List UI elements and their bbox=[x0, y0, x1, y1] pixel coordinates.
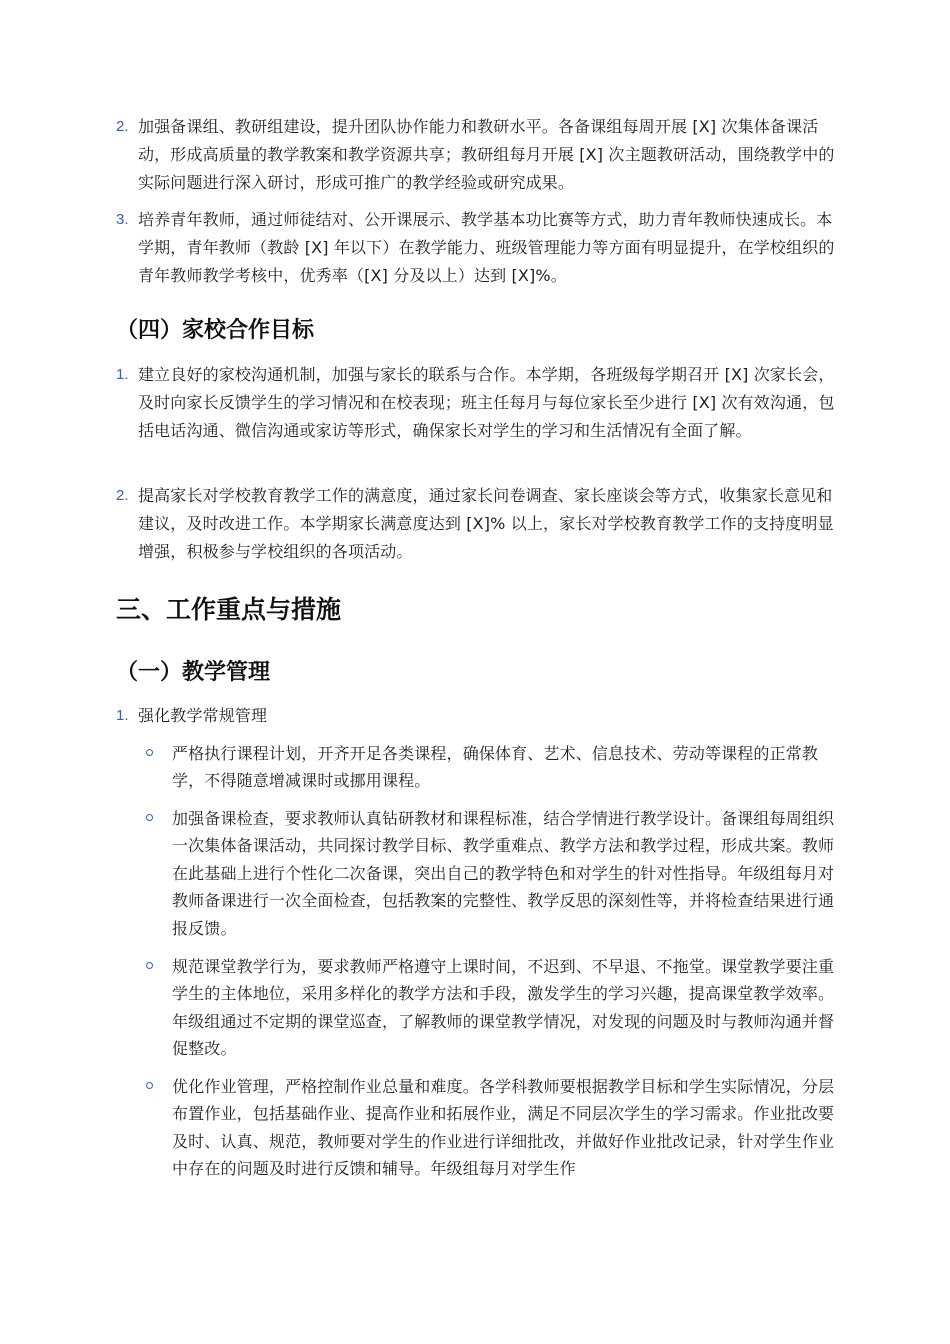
sub-list-item: 优化作业管理，严格控制作业总量和难度。各学科教师要根据教学目标和学生实际情况，分层布置作业，包括基础作业、提高作业和拓展作业，满足不同层次学生的学习需求。作业批改要及时、认真、规范，教师要对学生的作业进行详细批改，并做好作业批改记录，针对学生作业中存在的问题及时进行反馈和辅导。年级组每月对学生作 bbox=[172, 1077, 835, 1179]
list-number: 2. bbox=[116, 118, 129, 135]
list-item-text: 建立良好的家校沟通机制，加强与家长的联系与合作。本学期，各班级每学期召开 [X] 次家长会，及时向家长反馈学生的学习情况和在校表现；班主任每月与每位家长至少进行 [X] 次有效沟通，包括电话沟通、微信沟通或家访等形式，确保家长对学生的学习和生活情况有全面了解。 bbox=[138, 365, 835, 440]
list-number: 1. bbox=[116, 366, 129, 383]
chapter-heading: 三、工作重点与措施 bbox=[116, 595, 342, 624]
sub-list-item: 规范课堂教学行为，要求教师严格遵守上课时间，不迟到、不早退、不拖堂。课堂教学要注重学生的主体地位，采用多样化的教学方法和手段，激发学生的学习兴趣，提高课堂教学效率。年级组通过不定期的课堂巡查，了解教师的课堂教学情况，对发现的问题及时与教师沟通并督促整改。 bbox=[172, 957, 835, 1059]
list-number: 1. bbox=[116, 707, 129, 724]
list-item-text: 加强备课组、教研组建设，提升团队协作能力和教研水平。各备课组每周开展 [X] 次集体备课活动，形成高质量的教学教案和教学资源共享；教研组每月开展 [X] 次主题教研活动，围绕教学中的实际问题进行深入研讨，形成可推广的教学经验或研究成果。 bbox=[138, 117, 835, 192]
sub-list-item: 严格执行课程计划，开齐开足各类课程，确保体育、艺术、信息技术、劳动等课程的正常教学，不得随意增减课时或挪用课程。 bbox=[172, 744, 819, 791]
list-item-text: 提高家长对学校教育教学工作的满意度，通过家长问卷调查、家长座谈会等方式，收集家长意见和建议，及时改进工作。本学期家长满意度达到 [X]% 以上，家长对学校教育教学工作的支持度明显增强，积极参与学校组织的各项活动。 bbox=[138, 486, 834, 561]
sub-list-item: 加强备课检查，要求教师认真钻研教材和课程标准，结合学情进行教学设计。备课组每周组织一次集体备课活动，共同探讨教学目标、教学重难点、教学方法和教学过程，形成共案。教师在此基础上进行个性化二次备课，突出自己的教学特色和对学生的针对性指导。年级组每月对教师备课进行一次全面检查，包括教案的完整性、教学反思的深刻性等，并将检查结果进行通报反馈。 bbox=[172, 809, 835, 938]
list-number: 2. bbox=[116, 487, 129, 504]
bullet-icon bbox=[146, 749, 153, 756]
bullet-icon bbox=[146, 814, 153, 821]
section-heading-teaching: （一）教学管理 bbox=[116, 660, 271, 685]
section-heading-home-school: （四）家校合作目标 bbox=[116, 318, 315, 343]
list-number: 3. bbox=[116, 211, 129, 228]
bullet-icon bbox=[146, 1082, 153, 1089]
list-item-text: 强化教学常规管理 bbox=[138, 706, 268, 725]
list-item-text: 培养青年教师，通过师徒结对、公开课展示、教学基本功比赛等方式，助力青年教师快速成长。本学期，青年教师（教龄 [X] 年以下）在教学能力、班级管理能力等方面有明显提升，在学校组织的青年教师教学考核中，优秀率（[X] 分及以上）达到 [X]%。 bbox=[138, 210, 835, 285]
bullet-icon bbox=[146, 962, 153, 969]
